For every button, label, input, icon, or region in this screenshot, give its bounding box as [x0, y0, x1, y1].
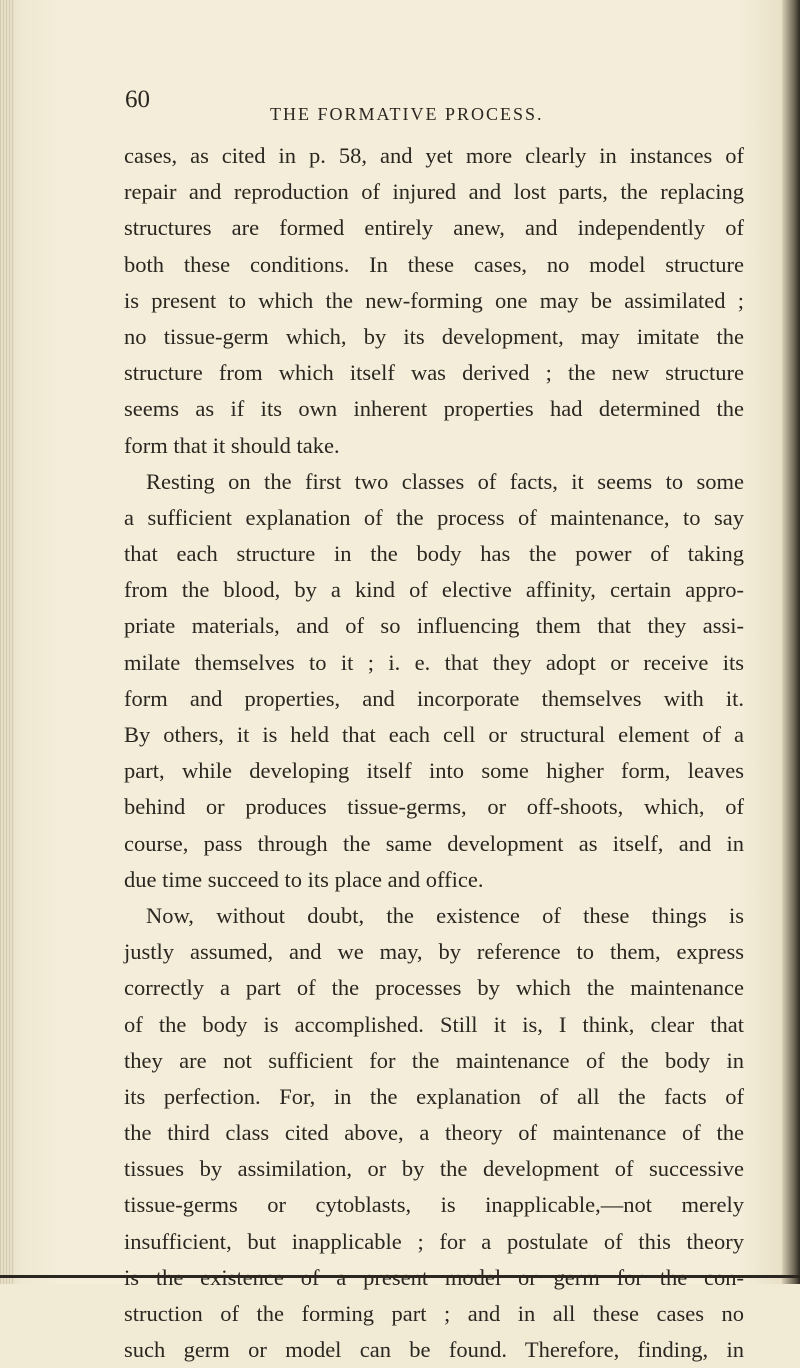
- text-line: course, pass through the same development as itself, and in: [124, 830, 744, 856]
- text-line: form that it should take.: [124, 432, 340, 458]
- text-line: milate themselves to it ; i. e. that they adopt or receive its: [124, 649, 744, 675]
- text-line: the third class cited above, a theory of maintenance of the: [124, 1120, 744, 1146]
- text-line: correctly a part of the processes by which the maintenance: [124, 975, 744, 1001]
- text-line: cases, as cited in p. 58, and yet more clearly in instances of: [124, 143, 744, 168]
- text-line: structure from which itself was derived ; the new structure: [124, 360, 744, 386]
- text-line: struction of the forming part ; and in all these cases no: [124, 1301, 744, 1326]
- text-line: no tissue-germ which, by its development, may imitate the: [124, 323, 744, 349]
- text-line: a sufficient explanation of the process of maintenance, to say: [124, 504, 744, 530]
- text-line: priate materials, and of so influencing them that they assi-: [124, 613, 744, 639]
- text-line: behind or produces tissue-germs, or off-shoots, which, of: [124, 794, 744, 820]
- text-line: insufficient, but inapplicable ; for a postulate of this theory: [124, 1228, 744, 1254]
- text-line: part, while developing itself into some higher form, leaves: [124, 758, 744, 784]
- text-line: By others, it is held that each cell or structural element of a: [124, 722, 744, 747]
- text-line: from the blood, by a kind of elective affinity, certain appro-: [124, 577, 744, 603]
- bottom-rule: [0, 1275, 800, 1278]
- body-text: [124, 138, 744, 1368]
- text-line: tissues by assimilation, or by the development of successive: [124, 1156, 744, 1182]
- text-line: due time succeed to its place and office.: [124, 866, 484, 892]
- page-edge: [782, 0, 800, 1284]
- binding-edge: [0, 0, 14, 1284]
- text-line: its perfection. For, in the explanation of all the facts of: [124, 1083, 744, 1109]
- text-line: Resting on the first two classes of facts, it seems to some: [146, 468, 744, 494]
- text-line: seems as if its own inherent properties had determined the: [124, 396, 744, 422]
- text-line: is present to which the new-forming one may be assimilated ;: [124, 287, 744, 313]
- text-line: they are not sufficient for the maintenance of the body in: [124, 1047, 744, 1073]
- text-line: both these conditions. In these cases, no model structure: [124, 251, 744, 277]
- text-line: Now, without doubt, the existence of these things is: [146, 902, 744, 928]
- text-line: form and properties, and incorporate themselves with it.: [124, 685, 744, 711]
- text-line: repair and reproduction of injured and lost parts, the replacing: [124, 179, 744, 205]
- page-number: 60: [125, 86, 150, 113]
- text-line: structures are formed entirely anew, and independently of: [124, 215, 744, 241]
- text-line: of the body is accomplished. Still it is, I think, clear that: [124, 1011, 744, 1037]
- running-head: THE FORMATIVE PROCESS.: [270, 104, 544, 124]
- text-line: tissue-germs or cytoblasts, is inapplicable,—not merely: [124, 1192, 744, 1218]
- text-line: that each structure in the body has the power of taking: [124, 541, 744, 567]
- text-line: justly assumed, and we may, by reference to them, express: [124, 939, 744, 965]
- text-line: such germ or model can be found. Therefore, finding, in: [124, 1337, 744, 1363]
